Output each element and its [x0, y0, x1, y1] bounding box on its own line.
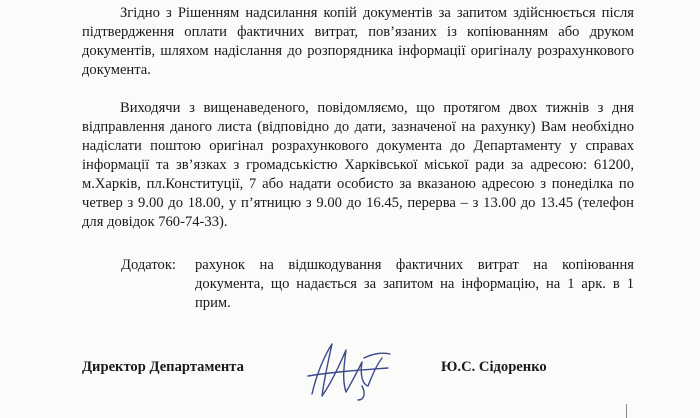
paragraph-payment-confirmation: Згідно з Рішенням надсилання копій документів за запитом здійснюється після підтвердження оплати фактичних витрат, пов’язаних із копіюванням або друком документів, шляхом надіслання до розпорядника інформації оригіналу розрахункового документа.: [82, 5, 634, 78]
appendix-label: Додаток:: [121, 257, 176, 273]
appendix-text: рахунок на відшкодування фактичних витрат на копіювання документа, що надається за запитом на інформацію, на 1 арк. в 1 прим.: [195, 257, 634, 311]
signatory-name: Ю.С. Сідоренко: [441, 359, 547, 375]
signatory-role: Директор Департамента: [82, 359, 244, 375]
handwritten-signature: [302, 336, 394, 402]
page-edge-mark: [626, 404, 627, 418]
paragraph-instructions: Виходячи з вищенаведеного, повідомляємо, що протягом двох тижнів з дня відправлення даного листа (відповідно до дати, зазначеної на рахунку) Вам необхідно надіслати поштою оригінал розрахункового документа до Департаменту у справах інформації та зв’язках з громадськістю Харківської міської ради за адресою: 61200, м.Харків, пл.Конституції, 7 або надати особисто за вказаною адресою з понеділка по четвер з 9.00 до 18.00, у п’ятницю з 9.00 до 16.45, перерва – з 13.00 до 13.45 (телефон для довідок 760-74-33).: [82, 100, 634, 230]
